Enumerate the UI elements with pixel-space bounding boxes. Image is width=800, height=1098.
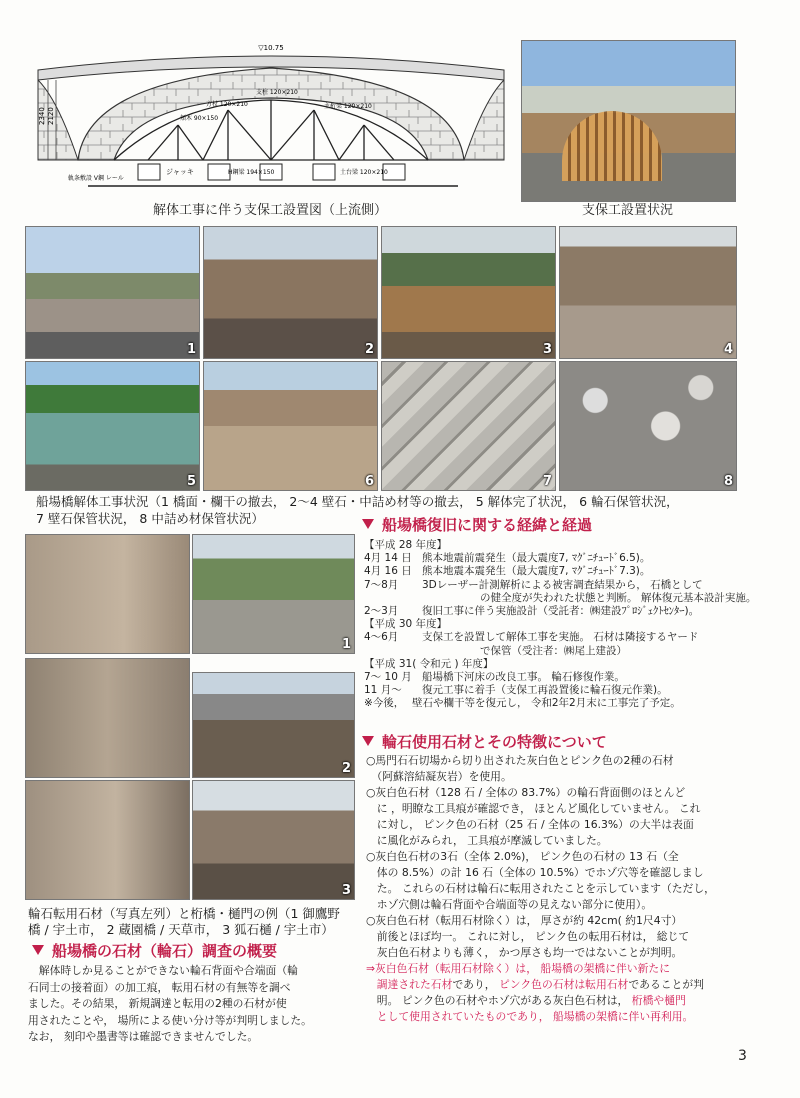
grid-photo-number: 5 bbox=[186, 474, 196, 489]
grid-photo-8 bbox=[559, 361, 737, 491]
triangle-bullet-icon bbox=[362, 736, 374, 746]
conclusion-red-text: 桁橋や樋門 bbox=[631, 994, 686, 1007]
history-timeline bbox=[364, 539, 756, 711]
history-row bbox=[364, 539, 756, 552]
grid-photo-6 bbox=[203, 361, 378, 491]
history-heading bbox=[362, 516, 592, 534]
arch-diagram-svg bbox=[28, 40, 514, 202]
history-row bbox=[364, 631, 756, 644]
history-row bbox=[364, 592, 756, 605]
left-photo-number: 1 bbox=[341, 637, 351, 652]
jack-label: ジャッキ bbox=[166, 168, 194, 176]
survey-line: 用されたことや， 場所による使い分け等が判明しました。 bbox=[28, 1013, 312, 1027]
conclusion-red-text: ピンク色の石材は転用石材 bbox=[499, 978, 629, 991]
survey-line: 石同士の接着面）の加工痕， 転用石材の有無等を調べ bbox=[28, 980, 291, 994]
history-row bbox=[364, 565, 756, 578]
feature-line: に対し， ピンク色の石材（25 石 / 全体の 16.3%）の大半は表面 bbox=[366, 818, 694, 831]
feature-line: 灰白色石材よりも薄く， かつ厚さも均一ではないことが判明。 bbox=[366, 946, 683, 959]
left-caption-line: 輪石転用石材（写真左列）と桁橋・樋門の例（1 御鷹野 bbox=[28, 906, 340, 921]
conclusion-red-text: として使用されていたものであり， 船場橋の架橋に伴い再利用。 bbox=[366, 1010, 694, 1023]
left-photo-number: 2 bbox=[341, 761, 351, 776]
feature-line: ○馬門石石切場から切り出された灰白色とピンク色の2種の石材 bbox=[366, 754, 674, 767]
dim-label-1: 2340 bbox=[38, 107, 46, 125]
feature-line: た。 これらの石材は輪石に転用されたことを示しています（ただし， bbox=[366, 882, 715, 895]
history-text: 支保工を設置して解体工事を実施。 石材は隣接するヤード bbox=[422, 631, 699, 644]
grid-photo-number: 4 bbox=[723, 342, 733, 357]
grid-photo-4 bbox=[559, 226, 737, 359]
features-title: 輪石使用石材とその特徴について bbox=[382, 733, 607, 751]
history-text: の健全度が失われた状態と判断。 解体復元基本設計実施。 bbox=[480, 591, 757, 604]
dim-label-2: 2120 bbox=[47, 107, 55, 125]
conclusion-text: 明。 ピンク色の石材やホゾ穴がある灰白色石材は， bbox=[366, 994, 632, 1007]
left-photo-stone-2 bbox=[25, 658, 190, 778]
photo-caption: 支保工設置状況 bbox=[581, 203, 673, 218]
beam-label-4: 頬木 90×150 bbox=[180, 115, 219, 122]
conclusion-line bbox=[366, 993, 715, 1009]
history-row bbox=[364, 605, 756, 618]
top-level-label: ▽10.75 bbox=[258, 44, 284, 52]
history-text: 3Dレーザー計測解析による被害調査結果から， 石橋として bbox=[422, 578, 703, 591]
conclusion-line bbox=[366, 1009, 715, 1025]
grid-photo-2 bbox=[203, 226, 378, 359]
conclusion-line bbox=[366, 961, 715, 977]
triangle-bullet-icon bbox=[362, 519, 374, 529]
history-date: 4月 16 日 bbox=[364, 565, 412, 578]
beam-label-3: 主桁梁 120×210 bbox=[324, 103, 372, 110]
grid-photo-number: 3 bbox=[542, 342, 552, 357]
history-row bbox=[364, 618, 756, 631]
survey-title: 船場橋の石材（輪石）調査の概要 bbox=[52, 942, 278, 960]
grid-photo-5 bbox=[25, 361, 200, 491]
survey-line: 解体時しか見ることができない輪石背面や合端面（輪 bbox=[28, 964, 298, 977]
feature-line: ホゾ穴側は輪石背面や合端面等の見えない部分に使用）。 bbox=[366, 898, 653, 911]
left-photo-stone-3 bbox=[25, 780, 190, 900]
beam-label-2: 支柱 120×210 bbox=[256, 89, 298, 96]
feature-line: ○灰白色石材（128 石 / 全体の 83.7%）の輪石背面側のほとんど bbox=[366, 786, 686, 799]
grid-photo-number: 2 bbox=[364, 342, 374, 357]
rail-label: 軌条敷設 V鋼 レール bbox=[68, 175, 124, 182]
history-row bbox=[364, 658, 756, 671]
conclusion-line bbox=[366, 977, 715, 993]
support-photo bbox=[521, 40, 736, 202]
left-photo-bridge-2 bbox=[192, 672, 355, 778]
feature-line: に風化がみられ， 工具痕が摩滅していました。 bbox=[366, 834, 608, 847]
history-row bbox=[364, 579, 756, 592]
history-date: 11 月〜 bbox=[364, 684, 402, 697]
survey-line: ました。その結果， 新規調達と転用の2種の石材が使 bbox=[28, 997, 287, 1010]
history-date: 7〜8月 bbox=[364, 578, 399, 591]
grid-photo-number: 6 bbox=[364, 474, 374, 489]
history-date: 【平成 31( 令和元 ) 年度】 bbox=[364, 657, 494, 670]
conclusion-red-text: 調達された石材 bbox=[366, 978, 453, 991]
feature-line: ○灰白色石材の3石（全体 2.0%)， ピンク色の石材の 13 石（全 bbox=[366, 850, 679, 863]
history-date: 4〜6月 bbox=[364, 631, 399, 644]
history-text: 復元工事に着手（支保工再設置後に輪石復元作業)。 bbox=[422, 684, 668, 697]
left-caption-line: 橋 / 宇土市， 2 蔵園橋 / 天草市， 3 狐石樋 / 宇土市） bbox=[28, 922, 334, 937]
history-date: 7〜 10 月 bbox=[364, 671, 412, 684]
grid-photo-3 bbox=[381, 226, 556, 359]
survey-line: なお， 刻印や墨書等は確認できませんでした。 bbox=[28, 1030, 259, 1043]
conclusion-text: であり， bbox=[452, 978, 499, 991]
feature-line: （阿蘇溶結凝灰岩）を使用。 bbox=[366, 770, 512, 783]
beam-label-5: 土台梁 120×210 bbox=[340, 169, 388, 176]
beam-label-6: H鋼梁 194×150 bbox=[228, 169, 275, 176]
grid-photo-number: 7 bbox=[542, 474, 552, 489]
history-text: 熊本地震前震発生（最大震度7, ﾏｸﾞﾆﾁｭｰﾄﾞ6.5)。 bbox=[422, 552, 651, 565]
features-body bbox=[366, 753, 715, 1025]
history-text: 熊本地震本震発生（最大震度7, ﾏｸﾞﾆﾁｭｰﾄﾞ7.3)。 bbox=[422, 565, 651, 578]
left-photo-stone-1 bbox=[25, 534, 190, 654]
history-row bbox=[364, 684, 756, 697]
history-text: 船場橋下河床の改良工事。 輪石修復作業。 bbox=[422, 671, 625, 684]
grid-photo-7 bbox=[381, 361, 556, 491]
grid-photo-number: 8 bbox=[723, 474, 733, 489]
history-text: 復旧工事に伴う実施設計（受託者：㈱建設ﾌﾟﾛｼﾞｪｸﾄｾﾝﾀｰ)。 bbox=[422, 605, 700, 618]
feature-line: に ，明瞭な工具痕が確認でき， ほとんど風化していません。 これ bbox=[366, 802, 701, 815]
history-title: 船場橋復旧に関する経緯と経過 bbox=[382, 516, 593, 534]
features-heading bbox=[362, 733, 607, 751]
left-photo-bridge-3 bbox=[192, 780, 355, 900]
feature-line: 体の 8.5%）の計 16 石（全体の 10.5%）でホゾ穴等を確認しまし bbox=[366, 866, 704, 879]
feature-line: ○灰白色石材（転用石材除く）は， 厚さが約 42cm( 約1尺4寸） bbox=[366, 914, 683, 927]
history-row bbox=[364, 671, 756, 684]
grid-caption-line: 7 壁石保管状況， 8 中詰め材保管状況） bbox=[36, 511, 264, 526]
history-date: 4月 14 日 bbox=[364, 552, 412, 565]
survey-heading bbox=[32, 942, 277, 960]
left-photo-number: 3 bbox=[341, 883, 351, 898]
left-photos-caption bbox=[28, 906, 340, 938]
history-text: 壁石や欄干等を復元し， 令和2年2月末に工事完了予定。 bbox=[412, 697, 681, 710]
grid-photo-1 bbox=[25, 226, 200, 359]
history-date: 2〜3月 bbox=[364, 605, 399, 618]
history-text: で保管（受注者：㈱尾上建設） bbox=[480, 644, 627, 657]
grid-caption-line: 船場橋解体工事状況（1 橋面・欄干の撤去， 2〜4 壁石・中詰め材等の撤去， 5 解体完了状況， 6 輪石保管状況， bbox=[36, 494, 679, 509]
left-photo-bridge-1 bbox=[192, 534, 355, 654]
history-date: 【平成 30 年度】 bbox=[364, 618, 448, 631]
history-row bbox=[364, 697, 756, 710]
diagram-caption: 解体工事に伴う支保工設置図（上流側） bbox=[152, 203, 387, 218]
support-diagram bbox=[28, 40, 514, 202]
feature-line: 前後とほぼ均一。 これに対し， ピンク色の転用石材は， 総じて bbox=[366, 930, 690, 943]
triangle-bullet-icon bbox=[32, 945, 44, 955]
history-row bbox=[364, 645, 756, 658]
beam-label-1: 方杖 120×210 bbox=[206, 101, 248, 108]
grid-photo-number: 1 bbox=[186, 342, 196, 357]
survey-body bbox=[28, 963, 312, 1046]
history-row bbox=[364, 552, 756, 565]
conclusion-red-text: ⇒灰白色石材（転用石材除く）は， 船場橋の架橋に伴い新たに bbox=[366, 962, 670, 975]
conclusion-text: であることが判 bbox=[628, 978, 704, 991]
history-date: ※今後， bbox=[364, 697, 405, 710]
history-date: 【平成 28 年度】 bbox=[364, 539, 448, 551]
page-number: 3 bbox=[738, 1048, 747, 1064]
